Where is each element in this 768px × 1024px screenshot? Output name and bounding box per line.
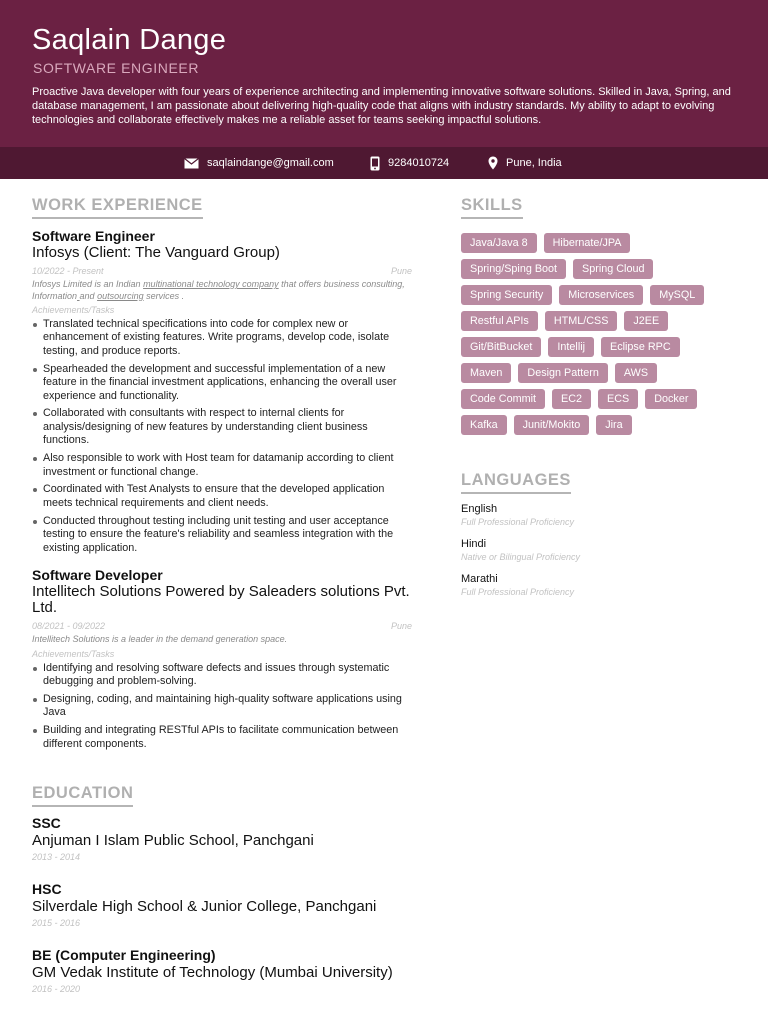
school: Anjuman I Islam Public School, Panchgani (32, 832, 314, 849)
list-item: Designing, coding, and maintaining high-quality software applications using Java (32, 693, 412, 720)
skill-tag: ECS (598, 389, 638, 409)
skill-tag: Eclipse RPC (601, 337, 680, 357)
skill-tag: Docker (645, 389, 697, 409)
phone-text: 9284010724 (388, 157, 450, 169)
job-meta (32, 621, 412, 632)
list-item: Conducted throughout testing including unit testing and user acceptance testing to ensure the feature's reliability and seamless integration with the existing application. (32, 515, 412, 555)
education-dates: 2013 - 2014 (32, 852, 81, 862)
achievements-label: Achievements/Tasks (32, 648, 115, 659)
skill-tag: Junit/Mokito (514, 415, 590, 435)
skill-tag: AWS (615, 363, 657, 383)
degree: HSC (32, 881, 62, 897)
job-organization: Infosys (Client: The Vanguard Group) (32, 244, 280, 261)
languages-heading: LANGUAGES (461, 471, 571, 494)
skills-list (461, 233, 741, 441)
job-dates: 08/2021 - 09/2022 (32, 621, 106, 631)
outsourcing-link[interactable]: outsourcing (97, 290, 144, 301)
skill-tag: Intellij (548, 337, 594, 357)
job-meta (32, 266, 412, 277)
contact-bar (0, 147, 768, 179)
skill-tag: Jira (596, 415, 631, 435)
skill-tag: Hibernate/JPA (544, 233, 631, 253)
education-dates: 2016 - 2020 (32, 984, 81, 994)
profile-summary: Proactive Java developer with four years of experience architecting and implementing innovative software solutions. Skilled in Java, Spring, and database management, I am passionate about delivering high-quality code that aligns with industry standards. My ability to adapt to evolving technologies and collaborate effectively makes me a reliable asset for teams seeking impactful solutions. (32, 86, 731, 126)
email-icon (184, 158, 199, 169)
resume-header (0, 0, 768, 147)
job-entry (32, 567, 412, 751)
list-item: Identifying and resolving software defects and issues through systematic debugging and problem-solving. (32, 662, 412, 689)
contact-phone[interactable] (370, 147, 449, 179)
company-description: Infosys Limited is an Indian multinational technology company that offers business consulting, Information and outsourcing services . (32, 279, 405, 301)
company-description: Intellitech Solutions is a leader in the demand generation space. (32, 634, 288, 644)
language-level: Full Professional Proficiency (461, 517, 575, 527)
education-heading: EDUCATION (32, 784, 133, 807)
degree: SSC (32, 815, 61, 831)
list-item: Translated technical specifications into code for complex new or enhancement of existing features. Write programs, develop code, isolate testing, and produce reports. (32, 318, 412, 358)
skill-tag: Spring/Sping Boot (461, 259, 566, 279)
job-dates: 10/2022 - Present (32, 266, 104, 276)
work-experience-heading: WORK EXPERIENCE (32, 196, 203, 219)
job-location: Pune (390, 621, 412, 631)
languages-list (461, 503, 741, 608)
skill-tag: Microservices (559, 285, 643, 305)
language-name: Marathi (461, 573, 498, 585)
achievements-list (32, 318, 412, 555)
job-role: Software Engineer (32, 228, 155, 244)
school: GM Vedak Institute of Technology (Mumbai University) (32, 964, 393, 981)
list-item: Coordinated with Test Analysts to ensure that the developed application meets technical requirements and client needs. (32, 483, 412, 510)
education-entry (32, 815, 432, 863)
job-title: SOFTWARE ENGINEER (33, 60, 200, 76)
candidate-name: Saqlain Dange (32, 24, 227, 56)
language-name: English (461, 503, 498, 515)
skill-tag: Kafka (461, 415, 507, 435)
list-item: Also responsible to work with Host team for datamanip according to client investment or functional change. (32, 452, 412, 479)
job-entry (32, 228, 412, 555)
degree: BE (Computer Engineering) (32, 947, 216, 963)
school: Silverdale High School & Junior College, Panchgani (32, 898, 377, 915)
job-role: Software Developer (32, 567, 163, 583)
company-link[interactable]: multinational technology company (143, 279, 279, 289)
skill-tag: Spring Cloud (573, 259, 653, 279)
language-name: Hindi (461, 538, 487, 550)
skill-tag: Maven (461, 363, 511, 383)
education-dates: 2015 - 2016 (32, 918, 81, 928)
skill-tag: Java/Java 8 (461, 233, 537, 253)
language-level: Full Professional Proficiency (461, 587, 575, 597)
phone-icon (370, 156, 380, 171)
skill-tag: Restful APIs (461, 311, 538, 331)
location-pin-icon (488, 156, 498, 170)
job-organization: Intellitech Solutions Powered by Saleaders solutions Pvt. Ltd. (32, 583, 410, 616)
education-list (32, 815, 432, 1013)
skill-tag: Design Pattern (518, 363, 607, 383)
contact-email[interactable] (184, 147, 334, 179)
language-level: Native or Bilingual Proficiency (461, 552, 581, 562)
achievements-label: Achievements/Tasks (32, 305, 115, 315)
job-location: Pune (390, 266, 412, 276)
achievements-list (32, 662, 412, 751)
skill-tag: MySQL (650, 285, 704, 305)
contact-location (488, 147, 562, 179)
skill-tag: Spring Security (461, 285, 552, 305)
education-entry (32, 947, 432, 995)
language-entry (461, 573, 741, 598)
education-entry (32, 881, 432, 929)
skill-tag: Git/BitBucket (461, 337, 541, 357)
location-text: Pune, India (506, 157, 562, 169)
language-entry (461, 538, 741, 563)
skill-tag: Code Commit (461, 389, 545, 409)
list-item: Building and integrating RESTful APIs to facilitate communication between different components. (32, 724, 412, 751)
list-item: Spearheaded the development and successful implementation of a new feature in the financial investment applications, enhancing the overall user experience and functionality. (32, 363, 412, 403)
skill-tag: EC2 (552, 389, 591, 409)
skill-tag: J2EE (624, 311, 668, 331)
list-item: Collaborated with consultants with respect to internal clients for analysis/designing of new features by understanding client business functions. (32, 407, 412, 447)
skills-heading: SKILLS (461, 196, 523, 219)
email-text: saqlaindange@gmail.com (207, 157, 334, 169)
work-experience-list (32, 228, 412, 763)
language-entry (461, 503, 741, 528)
skill-tag: HTML/CSS (545, 311, 618, 331)
